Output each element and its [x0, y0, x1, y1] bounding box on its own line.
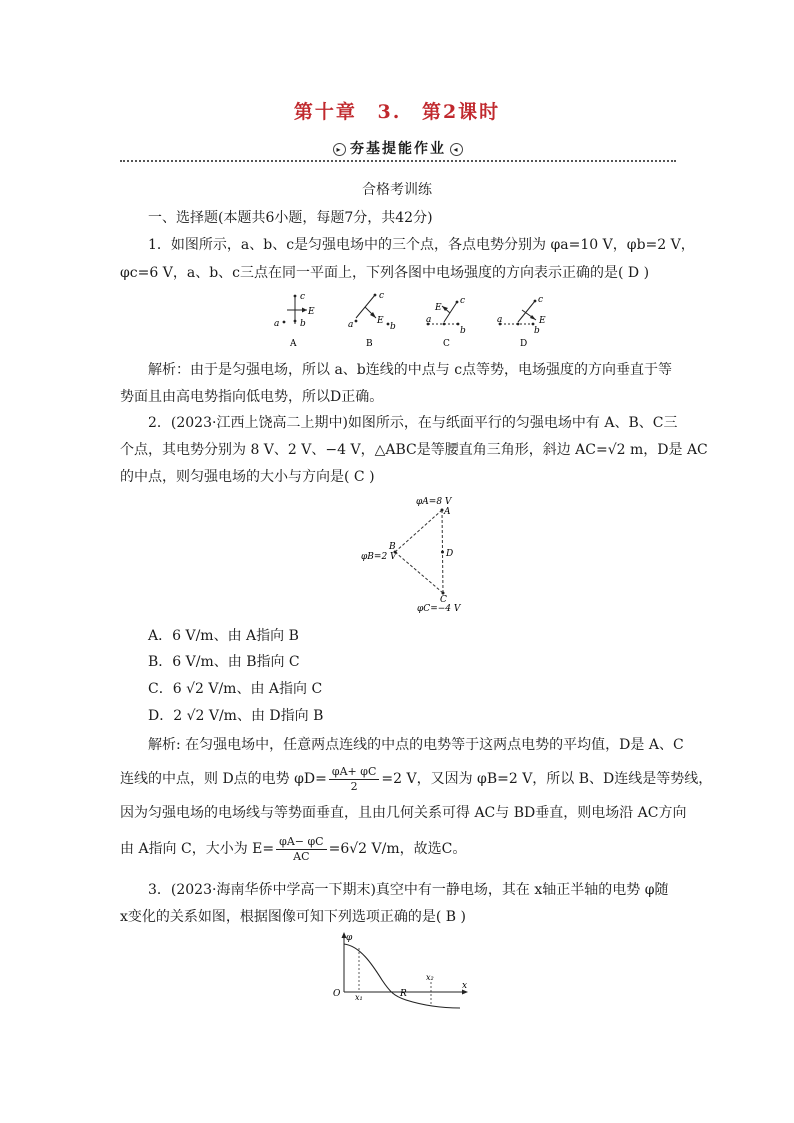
option-label-c: C [443, 339, 450, 349]
q3-potential-graph [330, 930, 480, 1010]
q1-figures [260, 288, 560, 352]
q1-text-line1: 1．如图所示，a、b、c是匀强电场中的三个点，各点电势分别为 φa=10 V，φb=2 V， [148, 237, 695, 253]
option-label-d: D [520, 339, 528, 349]
arrow-right-icon: ▸ [333, 143, 346, 156]
section-banner [120, 138, 676, 162]
label-a: a [497, 315, 503, 325]
part-heading: 一、选择题(本题共6小题，每题7分，共42分) [148, 210, 433, 226]
label-b: b [300, 319, 306, 329]
q1-figure-b [348, 291, 396, 349]
phi-b-label: φB=2 V [361, 552, 397, 562]
q2-triangle-figure [355, 492, 475, 616]
phi-a-label: φA=8 V [416, 497, 452, 507]
x1-label: x₁ [355, 993, 363, 1002]
label-a: a [348, 320, 354, 330]
r-label: R [400, 989, 407, 999]
label-E: E [377, 316, 384, 326]
q1-figure-d [497, 295, 546, 349]
phi-c-label: φC=−4 V [417, 604, 461, 614]
label-c: c [538, 295, 544, 305]
q1-figure-c [426, 296, 466, 349]
label-E: E [539, 316, 546, 326]
q2-analysis-line2: 连线的中点，则 D点的电势 φD= $\frac{\varphi A+ \varphi C}{2}$ =2 V，又因为 φB=2 V，所以 B、D连线是等势线， [120, 764, 713, 793]
section-label: 3. [377, 101, 402, 123]
origin-label: O [333, 989, 341, 999]
q2-text-line2: 个点，其电势分别为 8 V、2 V、−4 V，△ABC是等腰直角三角形，斜边 AC=√2 m，D是 AC [120, 442, 708, 458]
option-label-a: A [290, 339, 297, 349]
x2-label: x₂ [426, 973, 434, 982]
q3-text-line1: 3．(2023·海南华侨中学高一下期末)真空中有一静电场，其在 x轴正半轴的电势 φ随 [148, 882, 669, 898]
label-a: a [426, 315, 432, 325]
q3-text-line2: x变化的关系如图，根据图像可知下列选项正确的是( B ) [120, 909, 467, 925]
label-c: c [379, 291, 385, 301]
field-strength-fraction: $\frac{\varphi A- \varphi C}{AC}$ [276, 835, 326, 864]
chapter-label: 第十章 [293, 101, 357, 123]
q1-analysis-line2: 势面且由高电势指向低电势，所以D正确。 [120, 389, 384, 405]
lesson-label: 第2课时 [421, 101, 501, 123]
option-label-b: B [366, 339, 373, 349]
axis-phi-label: φ [346, 933, 353, 943]
point-a-label: A [444, 507, 451, 517]
label-b: b [460, 326, 466, 336]
page-title [0, 97, 794, 124]
banner-title: 夯基提能作业 [350, 141, 446, 157]
label-a: a [274, 319, 280, 329]
axis-x-label: x [462, 981, 468, 991]
q1-analysis-line1: 解析：由于是匀强电场，所以 a、b连线的中点与 c点等势，电场强度的方向垂直于等 [148, 362, 673, 378]
dotted-divider [120, 160, 676, 162]
label-E: E [435, 303, 442, 313]
label-b: b [390, 322, 396, 332]
q2-analysis-line4: 由 A指向 C，大小为 E= $\frac{\varphi A- \varphi C}{AC}$ =6√2 V/m，故选C。 [120, 834, 467, 863]
label-E: E [308, 307, 315, 317]
q2-analysis-line3: 因为匀强电场的电场线与等势面垂直，且由几何关系可得 AC与 BD垂直，则电场沿 AC方向 [120, 805, 687, 821]
point-b-label: B [389, 542, 396, 552]
training-title: 合格考训练 [362, 182, 432, 198]
point-c-label: C [440, 595, 447, 605]
q2-option-c: C．6 √2 V/m、由 A指向 C [148, 681, 323, 697]
label-c: c [460, 296, 466, 306]
q2-option-b: B．6 V/m、由 B指向 C [148, 654, 300, 670]
label-c: c [300, 292, 306, 302]
potential-average-fraction: $\frac{\varphi A+ \varphi C}{2}$ [329, 765, 379, 794]
q2-analysis-line1: 解析: 在匀强电场中，任意两点连线的中点的电势等于这两点电势的平均值，D是 A、C [148, 737, 684, 753]
label-b: b [534, 326, 540, 336]
arrow-left-icon: ◂ [450, 143, 463, 156]
q2-text-line1: 2．(2023·江西上饶高二上期中)如图所示，在与纸面平行的匀强电场中有 A、B、C三 [148, 415, 678, 431]
point-d-label: D [446, 549, 454, 559]
q2-option-a: A．6 V/m、由 A指向 B [148, 628, 299, 644]
q1-text-line2: φc=6 V，a、b、c三点在同一平面上，下列各图中电场强度的方向表示正确的是( D ) [120, 265, 650, 281]
q2-text-line3: 的中点，则匀强电场的大小与方向是( C ) [120, 469, 375, 485]
q1-figure-a [274, 292, 315, 349]
q2-option-d: D．2 √2 V/m、由 D指向 B [148, 708, 324, 724]
